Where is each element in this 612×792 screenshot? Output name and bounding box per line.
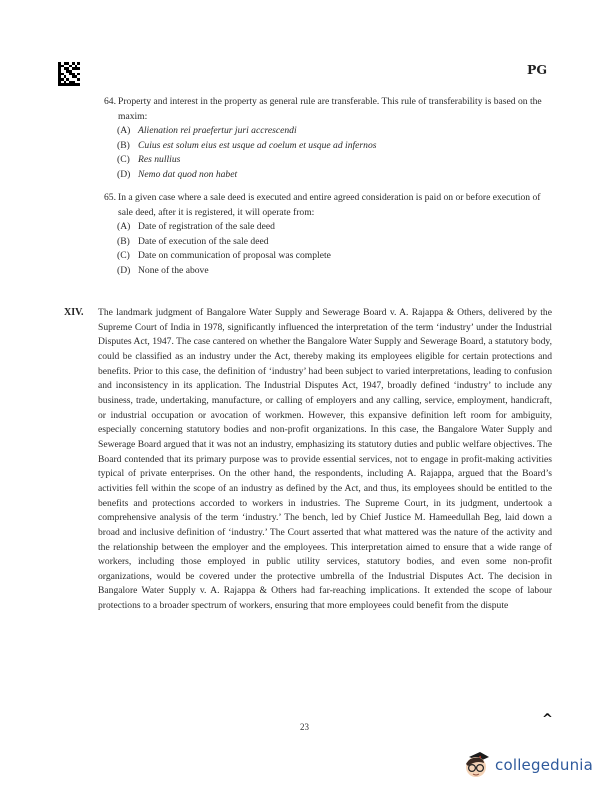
question-stem: In a given case where a sale deed is executed and entire agreed consideration is paid on or before execution of sale deed, after it is registered, it will operate from: xyxy=(118,192,541,218)
scroll-to-top-icon[interactable]: ^ xyxy=(542,712,553,727)
question-number: 65. xyxy=(104,192,116,203)
option-a: (A) Date of registration of the sale deed xyxy=(117,221,275,233)
question-stem: Property and interest in the property as general rule are transferable. This rule of transferability is based on the maxim: xyxy=(118,96,542,122)
comprehension-passage xyxy=(64,306,552,614)
student-mascot-icon xyxy=(462,750,492,780)
question-64 xyxy=(104,95,552,183)
option-a: (A) Alienation rei praefertur juri accrescendi xyxy=(117,125,297,137)
passage-numeral: XIV. xyxy=(64,307,84,318)
collegedunia-logo[interactable] xyxy=(462,750,593,780)
option-d: (D) None of the above xyxy=(117,264,209,276)
question-number: 64. xyxy=(104,96,116,107)
paper-code-label: PG xyxy=(527,62,548,77)
datamatrix-barcode-icon xyxy=(58,62,80,86)
option-c: (C) Date on communication of proposal was complete xyxy=(117,250,331,262)
option-b: (B) Date of execution of the sale deed xyxy=(117,235,269,247)
brand-name: collegedunia xyxy=(495,756,594,774)
option-b: (B) Cuius est solum eius est usque ad coelum et usque ad infernos xyxy=(117,139,377,151)
page-number: 23 xyxy=(300,722,309,732)
option-d: (D) Nemo dat quod non habet xyxy=(117,168,238,180)
question-65 xyxy=(104,191,552,279)
option-c: (C) Res nullius xyxy=(117,154,181,166)
passage-text: The landmark judgment of Bangalore Water Supply and Sewerage Board v. A. Rajappa & Others, delivered by the Supreme Court of India in 1978, significantly influenced the interpretation of the term ‘industry’ under the Industrial Disputes Act, 1947. The case cantered on whether the Bangalore Water Supply and Sewerage Board, a statutory body, could be classified as an industry under the Act, thereby making its employees eligible for certain protections and benefits. Prior to this case, the definition of ‘industry’ had been subject to varied interpretations, leading to confusion and inconsistency in its application. The Industrial Disputes Act, 1947, broadly defined ‘industry’ to include any business, trade, undertaking, manufacture, or calling of employers and any calling, service, employment, handicraft, or industrial occupation or avocation of workmen. However, this expansive definition left room for ambiguity, especially concerning statutory bodies and non-profit organizations. In this case, the Bangalore Water Supply and Sewerage Board argued that it was not an industry, emphasizing its statutory duties and public welfare objectives. The Board contended that its primary purpose was to provide essential services, not to engage in profit-making activities typical of private enterprises. On the other hand, the respondents, including A. Rajappa, argued that the Board’s activities fell within the scope of an industry as defined by the Act, and thus, its employees should be entitled to the benefits and protections accorded to workers in industries. The Supreme Court, in its judgment, undertook a comprehensive analysis of the term ‘industry.’ The bench, led by Chief Justice M. Hameedullah Beg, laid down a broad and inclusive definition of ‘industry.’ The Court asserted that what mattered was the nature of the activity and the relationship between the employer and the employees. This interpretation aimed to ensure that a wide range of workers, including those employed in public utility services, statutory bodies, and even some non-profit organizations, would be covered under the protective umbrella of the Industrial Disputes Act. The decision in Bangalore Water Supply v. A. Rajappa & Others had far-reaching implications. It extended the scope of labour protections to a broader spectrum of workers, ensuring that more employees could benefit from the dispute xyxy=(98,307,552,612)
